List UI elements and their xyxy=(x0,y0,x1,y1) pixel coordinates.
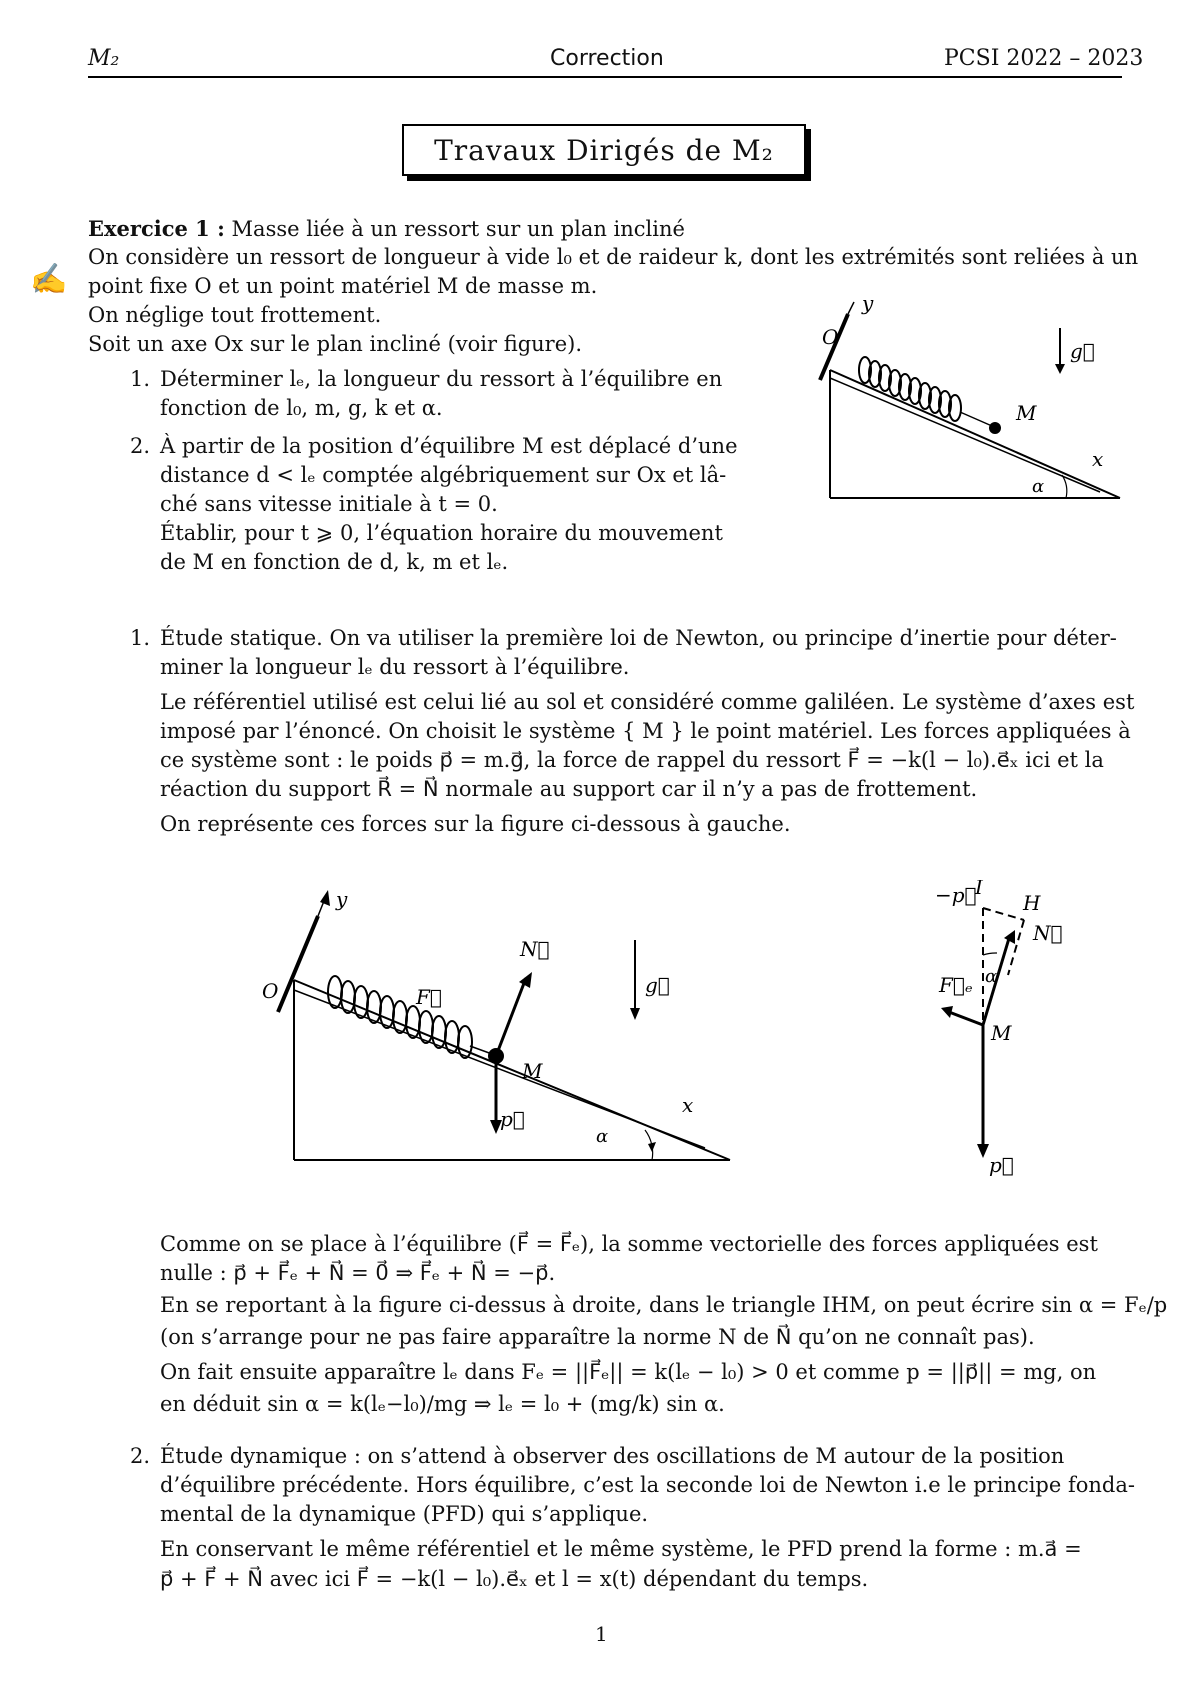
solution-line: Étude statique. On va utiliser la première loi de Newton, ou principe d’inertie pour déter- xyxy=(160,626,1117,650)
label-y: y xyxy=(336,887,348,911)
solution-line: nulle : p⃗ + F⃗ₑ + N⃗ = 0⃗ ⇒ F⃗ₑ + N⃗ = −p⃗. xyxy=(160,1261,556,1285)
solution-line: réaction du support R⃗ = N⃗ normale au support car il n’y a pas de frottement. xyxy=(160,777,978,801)
label-g: g⃗ xyxy=(645,973,670,997)
intro-line: Soit un axe Ox sur le plan incliné (voir figure). xyxy=(88,332,583,356)
question-line: À partir de la position d’équilibre M est déplacé d’une xyxy=(160,434,738,458)
question-line: distance d < lₑ comptée algébriquement sur Ox et lâ- xyxy=(160,463,727,487)
label-I: I xyxy=(975,880,983,899)
solution-line: p⃗ + F⃗ + N⃗ avec ici F⃗ = −k(l − l₀).e⃗ₓ et l = x(t) dépendant du temps. xyxy=(160,1567,869,1591)
exercise-label: Exercice 1 : xyxy=(88,216,225,241)
label-x: x xyxy=(682,1093,694,1117)
exercise-name: Masse liée à un ressort sur un plan incliné xyxy=(231,217,685,241)
question-line: de M en fonction de d, k, m et lₑ. xyxy=(160,550,509,574)
label-g: g⃗ xyxy=(1070,339,1095,363)
solution-line: Le référentiel utilisé est celui lié au sol et considéré comme galiléen. Le système d’axes est xyxy=(160,690,1135,714)
question-number: 2. xyxy=(130,434,151,458)
solution-line: On fait ensuite apparaître lₑ dans Fₑ = ||F⃗ₑ|| = k(lₑ − l₀) > 0 et comme p = ||p⃗|| = mg, on xyxy=(160,1360,1097,1384)
solution-number: 1. xyxy=(130,626,151,650)
inclined-plane-figure xyxy=(770,300,1130,510)
label-H: H xyxy=(1023,891,1041,915)
solution-line: en déduit sin α = k(lₑ−l₀)/mg ⇒ lₑ = l₀ + (mg/k) sin α. xyxy=(160,1392,725,1416)
question-line: Établir, pour t ⩾ 0, l’équation horaire du mouvement xyxy=(160,521,723,545)
question-line: ché sans vitesse initiale à t = 0. xyxy=(160,492,498,516)
pen-icon: ✍ xyxy=(30,262,68,297)
solution-line: miner la longueur lₑ du ressort à l’équilibre. xyxy=(160,655,630,679)
label-Fe: F⃗ₑ xyxy=(939,973,973,997)
label-alpha: α xyxy=(1032,476,1045,497)
page-title: Travaux Dirigés de M₂ xyxy=(402,124,806,176)
label-M: M xyxy=(991,1021,1012,1045)
solution-line: En se reportant à la figure ci-dessus à droite, dans le triangle IHM, on peut écrire sin α = Fₑ/p xyxy=(160,1293,1168,1317)
force-triangle-figure xyxy=(935,880,1085,1180)
intro-line: On néglige tout frottement. xyxy=(88,303,382,327)
solution-line: Comme on se place à l’équilibre (F⃗ = F⃗ₑ), la somme vectorielle des forces appliquées est xyxy=(160,1232,1098,1256)
question-line: fonction de l₀, m, g, k et α. xyxy=(160,396,443,420)
solution-line: On représente ces forces sur la figure ci-dessous à gauche. xyxy=(160,812,791,836)
exercise-heading xyxy=(88,214,685,244)
question-number: 1. xyxy=(130,367,151,391)
header-right: PCSI 2022 – 2023 xyxy=(944,46,1144,71)
page-number: 1 xyxy=(595,1622,608,1646)
label-y: y xyxy=(862,300,874,315)
label-x: x xyxy=(1092,447,1104,471)
label-alpha: α xyxy=(596,1126,609,1147)
label-p: p⃗ xyxy=(989,1153,1014,1177)
label-minus-p: −p⃗ xyxy=(935,883,977,907)
solution-line: d’équilibre précédente. Hors équilibre, c’est la seconde loi de Newton i.e le principe fonda- xyxy=(160,1473,1135,1497)
header-left: M₂ xyxy=(88,46,120,71)
solution-line: (on s’arrange pour ne pas faire apparaître la norme N de N⃗ qu’on ne connaît pas). xyxy=(160,1325,1035,1349)
forces-figure xyxy=(260,880,740,1170)
label-N: N⃗ xyxy=(520,937,550,961)
label-p: p⃗ xyxy=(500,1107,525,1131)
solution-number: 2. xyxy=(130,1444,151,1468)
label-alpha: α xyxy=(985,966,998,987)
label-N: N⃗ xyxy=(1033,921,1063,945)
intro-line: On considère un ressort de longueur à vide l₀ et de raideur k, dont les extrémités sont reliées à un xyxy=(88,245,1139,269)
question-line: Déterminer lₑ, la longueur du ressort à l’équilibre en xyxy=(160,367,723,391)
label-O: O xyxy=(822,325,839,349)
header-rule xyxy=(88,76,1122,78)
solution-line: mental de la dynamique (PFD) qui s’applique. xyxy=(160,1502,649,1526)
solution-line: En conservant le même référentiel et le même système, le PFD prend la forme : m.a⃗ = xyxy=(160,1537,1082,1561)
header-center: Correction xyxy=(550,46,664,71)
intro-line: point fixe O et un point matériel M de masse m. xyxy=(88,274,598,298)
solution-line: ce système sont : le poids p⃗ = m.g⃗, la force de rappel du ressort F⃗ = −k(l − l₀).e⃗ₓ ici et la xyxy=(160,748,1104,772)
label-F: F⃗ xyxy=(416,985,442,1009)
solution-line: Étude dynamique : on s’attend à observer des oscillations de M autour de la position xyxy=(160,1444,1065,1468)
solution-line: imposé par l’énoncé. On choisit le système { M } le point matériel. Les forces appliquées à xyxy=(160,719,1131,743)
label-M: M xyxy=(522,1059,543,1083)
label-O: O xyxy=(262,979,279,1003)
label-M: M xyxy=(1016,401,1037,425)
